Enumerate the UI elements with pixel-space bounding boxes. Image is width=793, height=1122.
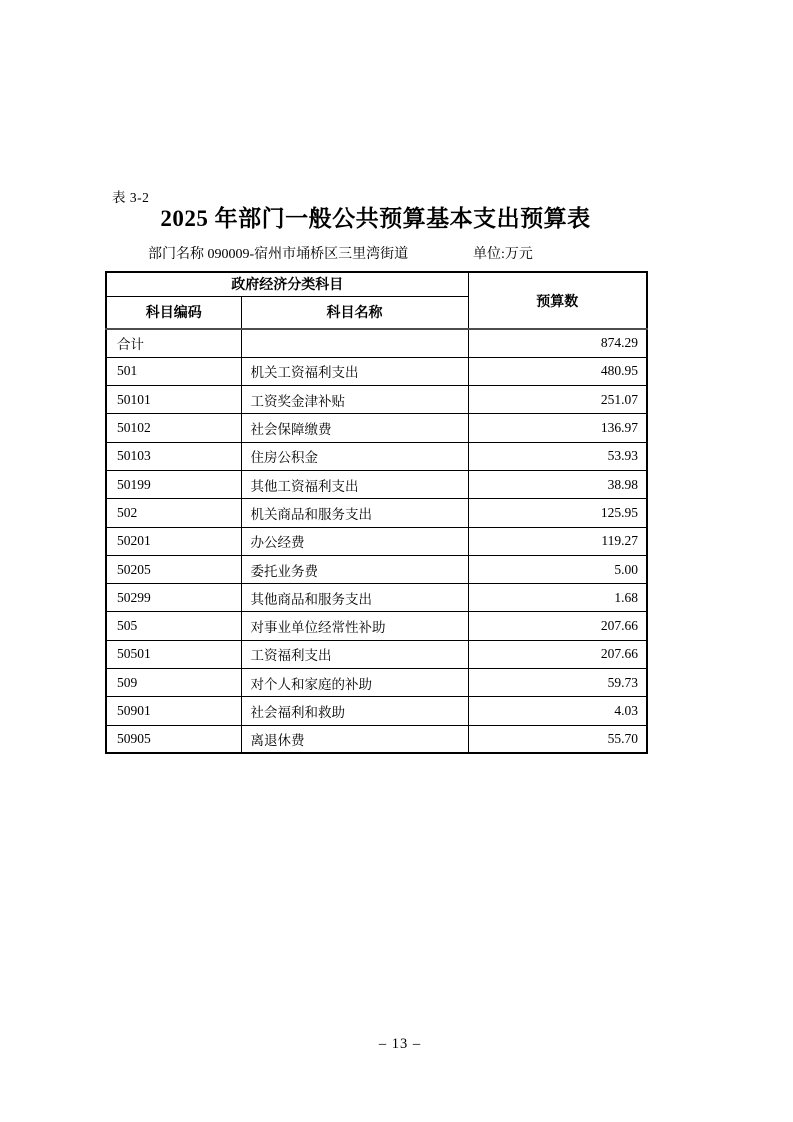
table-row (106, 357, 647, 385)
cell-code: 50201 (106, 527, 241, 555)
table-number-label: 表 3-2 (112, 190, 150, 205)
cell-name: 办公经费 (241, 527, 468, 555)
table-row (106, 640, 647, 668)
cell-code: 50905 (106, 725, 241, 753)
table-row (106, 414, 647, 442)
cell-name: 对个人和家庭的补助 (241, 669, 468, 697)
cell-code: 502 (106, 499, 241, 527)
cell-code: 505 (106, 612, 241, 640)
cell-name: 社会福利和救助 (241, 697, 468, 725)
cell-budget: 480.95 (468, 357, 647, 385)
cell-budget: 207.66 (468, 640, 647, 668)
cell-name: 机关工资福利支出 (241, 357, 468, 385)
table-row (106, 470, 647, 498)
unit-label: 单位:万元 (473, 247, 533, 262)
page-title: 2025 年部门一般公共预算基本支出预算表 (160, 206, 591, 231)
cell-name: 其他工资福利支出 (241, 470, 468, 498)
page-number: – 13 – (378, 1036, 422, 1052)
cell-name: 其他商品和服务支出 (241, 584, 468, 612)
cell-code: 50901 (106, 697, 241, 725)
cell-name: 对事业单位经常性补助 (241, 612, 468, 640)
table-row (106, 612, 647, 640)
cell-name: 委托业务费 (241, 555, 468, 583)
cell-budget: 5.00 (468, 555, 647, 583)
cell-budget: 38.98 (468, 470, 647, 498)
table-row-total (106, 329, 647, 357)
cell-budget: 125.95 (468, 499, 647, 527)
cell-budget: 1.68 (468, 584, 647, 612)
table-row (106, 442, 647, 470)
table-row (106, 669, 647, 697)
table-row (106, 555, 647, 583)
cell-name: 机关商品和服务支出 (241, 499, 468, 527)
table-row (106, 584, 647, 612)
cell-name (241, 329, 468, 357)
cell-name: 住房公积金 (241, 442, 468, 470)
cell-code: 50199 (106, 470, 241, 498)
cell-code: 509 (106, 669, 241, 697)
cell-name: 工资福利支出 (241, 640, 468, 668)
cell-budget: 53.93 (468, 442, 647, 470)
cell-name: 离退休费 (241, 725, 468, 753)
budget-table (105, 271, 648, 754)
cell-budget: 119.27 (468, 527, 647, 555)
budget-table-body (106, 329, 647, 753)
table-row (106, 725, 647, 753)
department-name-label: 部门名称 090009-宿州市埇桥区三里湾街道 (148, 247, 409, 262)
header-row-group (106, 272, 647, 296)
table-row (106, 386, 647, 414)
column-header-budget: 预算数 (468, 272, 647, 329)
cell-budget: 59.73 (468, 669, 647, 697)
table-row (106, 499, 647, 527)
table-meta-line (105, 243, 646, 263)
cell-code: 50299 (106, 584, 241, 612)
cell-code: 50101 (106, 386, 241, 414)
cell-code: 50103 (106, 442, 241, 470)
cell-name: 社会保障缴费 (241, 414, 468, 442)
cell-code: 50102 (106, 414, 241, 442)
cell-code: 合计 (106, 329, 241, 357)
cell-budget: 4.03 (468, 697, 647, 725)
cell-budget: 55.70 (468, 725, 647, 753)
cell-budget: 136.97 (468, 414, 647, 442)
column-header-code: 科目编码 (106, 296, 241, 329)
table-row (106, 697, 647, 725)
column-header-name: 科目名称 (241, 296, 468, 329)
column-group-header: 政府经济分类科目 (106, 272, 468, 296)
cell-budget: 874.29 (468, 329, 647, 357)
cell-code: 50501 (106, 640, 241, 668)
cell-name: 工资奖金津补贴 (241, 386, 468, 414)
cell-code: 501 (106, 357, 241, 385)
table-row (106, 527, 647, 555)
cell-budget: 251.07 (468, 386, 647, 414)
budget-table-header (106, 272, 647, 329)
cell-budget: 207.66 (468, 612, 647, 640)
cell-code: 50205 (106, 555, 241, 583)
